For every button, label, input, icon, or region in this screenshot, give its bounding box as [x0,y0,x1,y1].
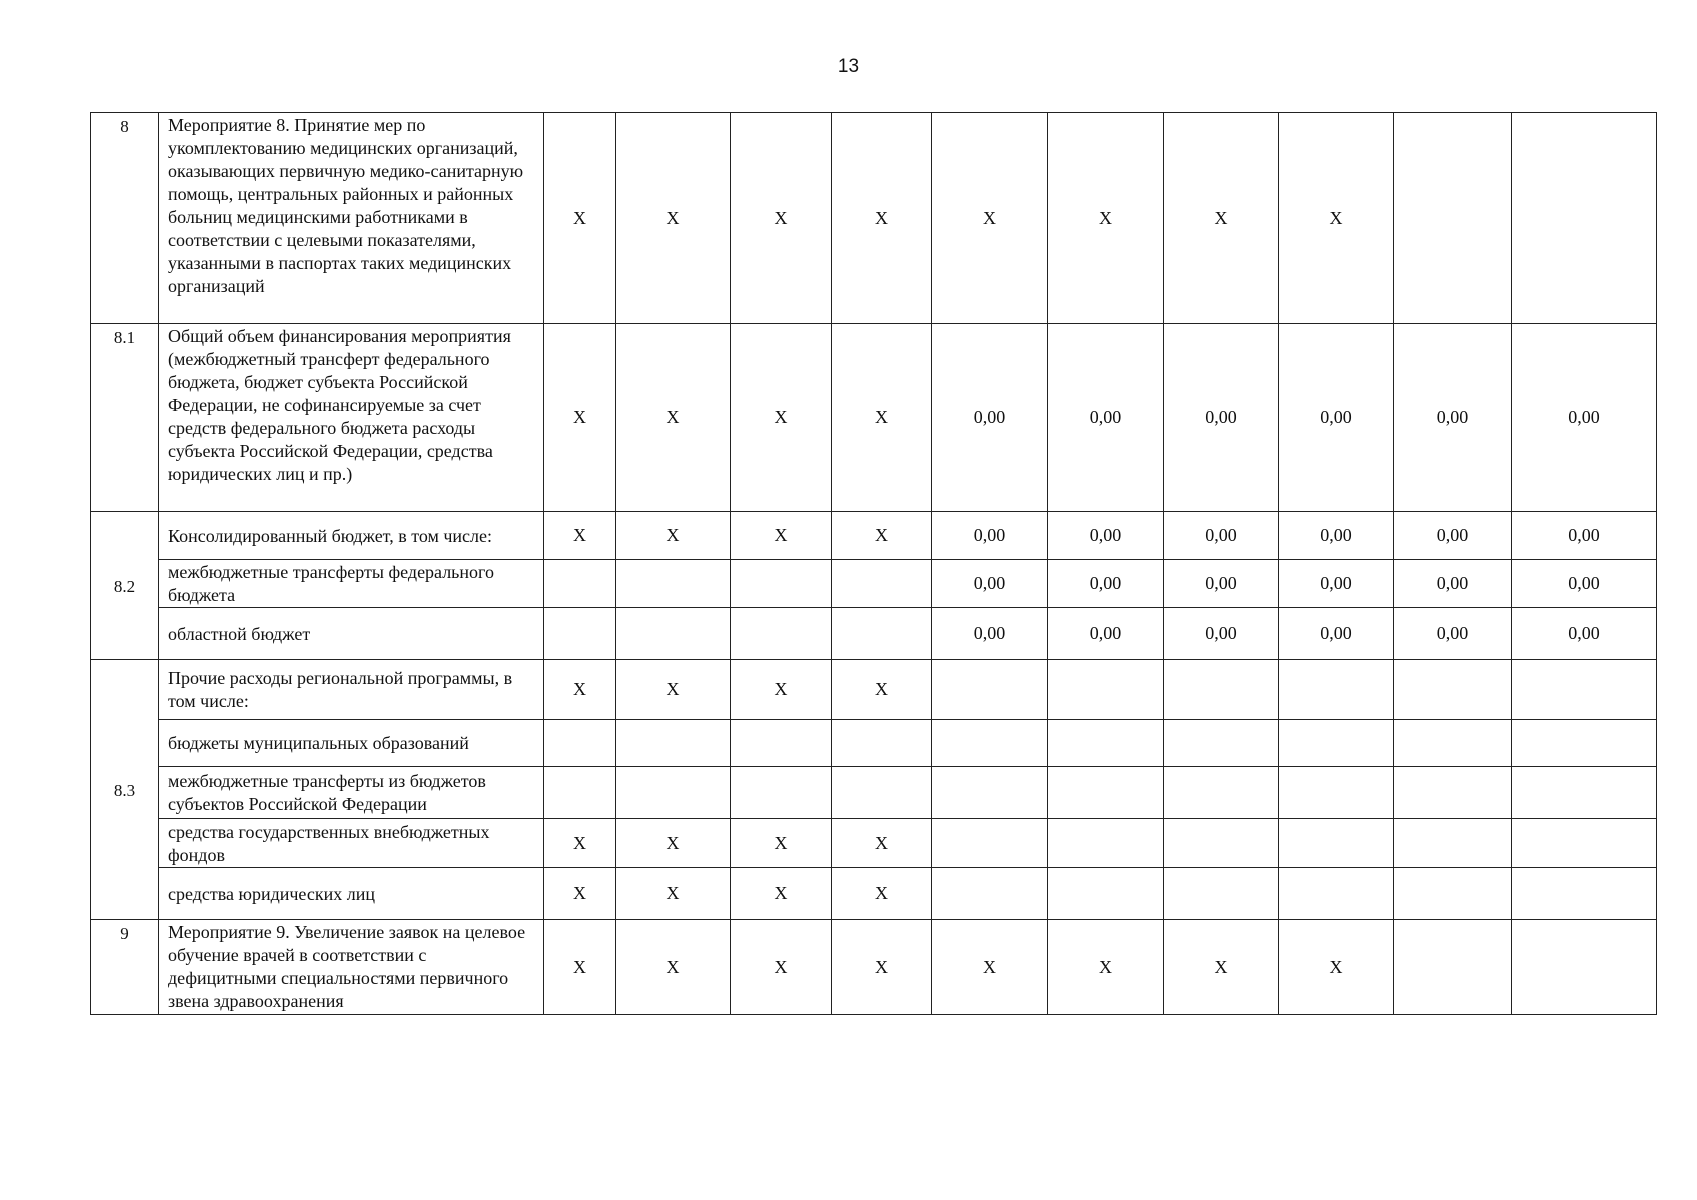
budget-table [90,112,1657,1015]
cell: 0,00 [1512,560,1657,608]
cell [1394,113,1512,324]
cell [616,560,731,608]
cell: X [731,819,832,868]
cell [731,767,832,819]
cell: X [932,113,1048,324]
cell [1279,660,1394,720]
cell [1394,660,1512,720]
row-description: Консолидированный бюджет, в том числе: [159,512,544,560]
cell [544,608,616,660]
cell [1394,868,1512,920]
cell: 0,00 [1048,512,1164,560]
cell: 0,00 [1279,560,1394,608]
cell [1048,720,1164,767]
cell: X [1048,113,1164,324]
cell: X [544,512,616,560]
row-number: 8.3 [91,660,159,920]
row-description: областной бюджет [159,608,544,660]
cell: X [544,324,616,512]
table-row [91,767,1657,819]
cell: 0,00 [1512,324,1657,512]
table-row [91,920,1657,1015]
cell: X [832,324,932,512]
cell [932,819,1048,868]
row-description: межбюджетные трансферты из бюджетов субъектов Российской Федерации [159,767,544,819]
cell: X [731,660,832,720]
table-row [91,324,1657,512]
cell: X [544,113,616,324]
page-number: 13 [837,56,860,77]
cell [1279,868,1394,920]
table-row [91,819,1657,868]
cell: 0,00 [1279,512,1394,560]
cell [616,720,731,767]
cell [1512,868,1657,920]
row-number: 8 [91,113,159,324]
cell: 0,00 [932,512,1048,560]
cell [1512,720,1657,767]
table-row [91,660,1657,720]
cell [1048,660,1164,720]
cell: 0,00 [1279,324,1394,512]
cell [1048,819,1164,868]
table-row [91,512,1657,560]
cell [1512,920,1657,1015]
cell [731,560,832,608]
cell: X [544,920,616,1015]
cell [1512,113,1657,324]
cell: X [832,920,932,1015]
cell [832,560,932,608]
cell [1048,767,1164,819]
row-description: Мероприятие 8. Принятие мер по укомплектованию медицинских организаций, оказывающих первичную медико-санитарную помощь, центральных районных и районных больниц медицинскими работниками в соответствии с целевыми показателями, указанными в паспортах таких медицинских организаций [159,113,544,324]
cell: X [932,920,1048,1015]
cell [731,720,832,767]
cell: X [1164,113,1279,324]
cell: X [1279,113,1394,324]
cell [1394,767,1512,819]
cell: 0,00 [1279,608,1394,660]
cell [1279,819,1394,868]
table-row [91,868,1657,920]
cell [616,608,731,660]
cell [616,767,731,819]
cell [932,720,1048,767]
cell: X [616,324,731,512]
cell [932,767,1048,819]
cell: X [616,660,731,720]
cell [832,608,932,660]
cell: 0,00 [1164,324,1279,512]
cell: X [731,868,832,920]
row-number: 8.1 [91,324,159,512]
cell: 0,00 [932,560,1048,608]
cell: X [832,819,932,868]
cell: X [832,868,932,920]
cell: X [616,868,731,920]
cell: X [616,819,731,868]
table-row [91,608,1657,660]
row-description: средства государственных внебюджетных фондов [159,819,544,868]
cell: X [1048,920,1164,1015]
cell [1279,767,1394,819]
cell: X [731,920,832,1015]
cell [932,660,1048,720]
cell: X [1279,920,1394,1015]
cell: X [832,113,932,324]
cell [544,720,616,767]
table-row [91,113,1657,324]
table-row [91,560,1657,608]
cell: X [1164,920,1279,1015]
cell: 0,00 [1394,560,1512,608]
cell [1048,868,1164,920]
row-description: Общий объем финансирования мероприятия (межбюджетный трансферт федерального бюджета, бюджет субъекта Российской Федерации, не софинансируемые за счет средств федерального бюджета расходы субъекта Российской Федерации, средства юридических лиц и пр.) [159,324,544,512]
cell: X [616,113,731,324]
cell [1512,767,1657,819]
cell [832,720,932,767]
cell: X [544,868,616,920]
cell [1164,767,1279,819]
cell: 0,00 [1394,324,1512,512]
cell: 0,00 [1164,560,1279,608]
cell: X [731,324,832,512]
cell: 0,00 [1164,512,1279,560]
cell: X [832,660,932,720]
cell [1394,720,1512,767]
cell: X [832,512,932,560]
cell [1164,720,1279,767]
cell [932,868,1048,920]
row-description: межбюджетные трансферты федерального бюджета [159,560,544,608]
cell [832,767,932,819]
row-number: 9 [91,920,159,1015]
cell [1512,819,1657,868]
cell [1512,660,1657,720]
cell: 0,00 [1164,608,1279,660]
row-number: 8.2 [91,512,159,660]
cell [1279,720,1394,767]
cell: X [731,512,832,560]
cell: 0,00 [1048,560,1164,608]
cell [1164,819,1279,868]
row-description: Прочие расходы региональной программы, в том числе: [159,660,544,720]
cell: 0,00 [932,324,1048,512]
cell [544,560,616,608]
row-description: средства юридических лиц [159,868,544,920]
cell [1164,868,1279,920]
cell: X [544,819,616,868]
cell: 0,00 [1512,608,1657,660]
cell: X [616,512,731,560]
cell [1394,920,1512,1015]
row-description: бюджеты муниципальных образований [159,720,544,767]
cell [1164,660,1279,720]
cell: 0,00 [1048,324,1164,512]
cell [544,767,616,819]
cell [1394,819,1512,868]
cell: X [731,113,832,324]
cell: 0,00 [932,608,1048,660]
cell: 0,00 [1394,608,1512,660]
row-description: Мероприятие 9. Увеличение заявок на целевое обучение врачей в соответствии с дефицитными специальностями первичного звена здравоохранения [159,920,544,1015]
cell: X [544,660,616,720]
cell: X [616,920,731,1015]
table-row [91,720,1657,767]
cell: 0,00 [1048,608,1164,660]
cell: 0,00 [1394,512,1512,560]
cell [731,608,832,660]
cell: 0,00 [1512,512,1657,560]
